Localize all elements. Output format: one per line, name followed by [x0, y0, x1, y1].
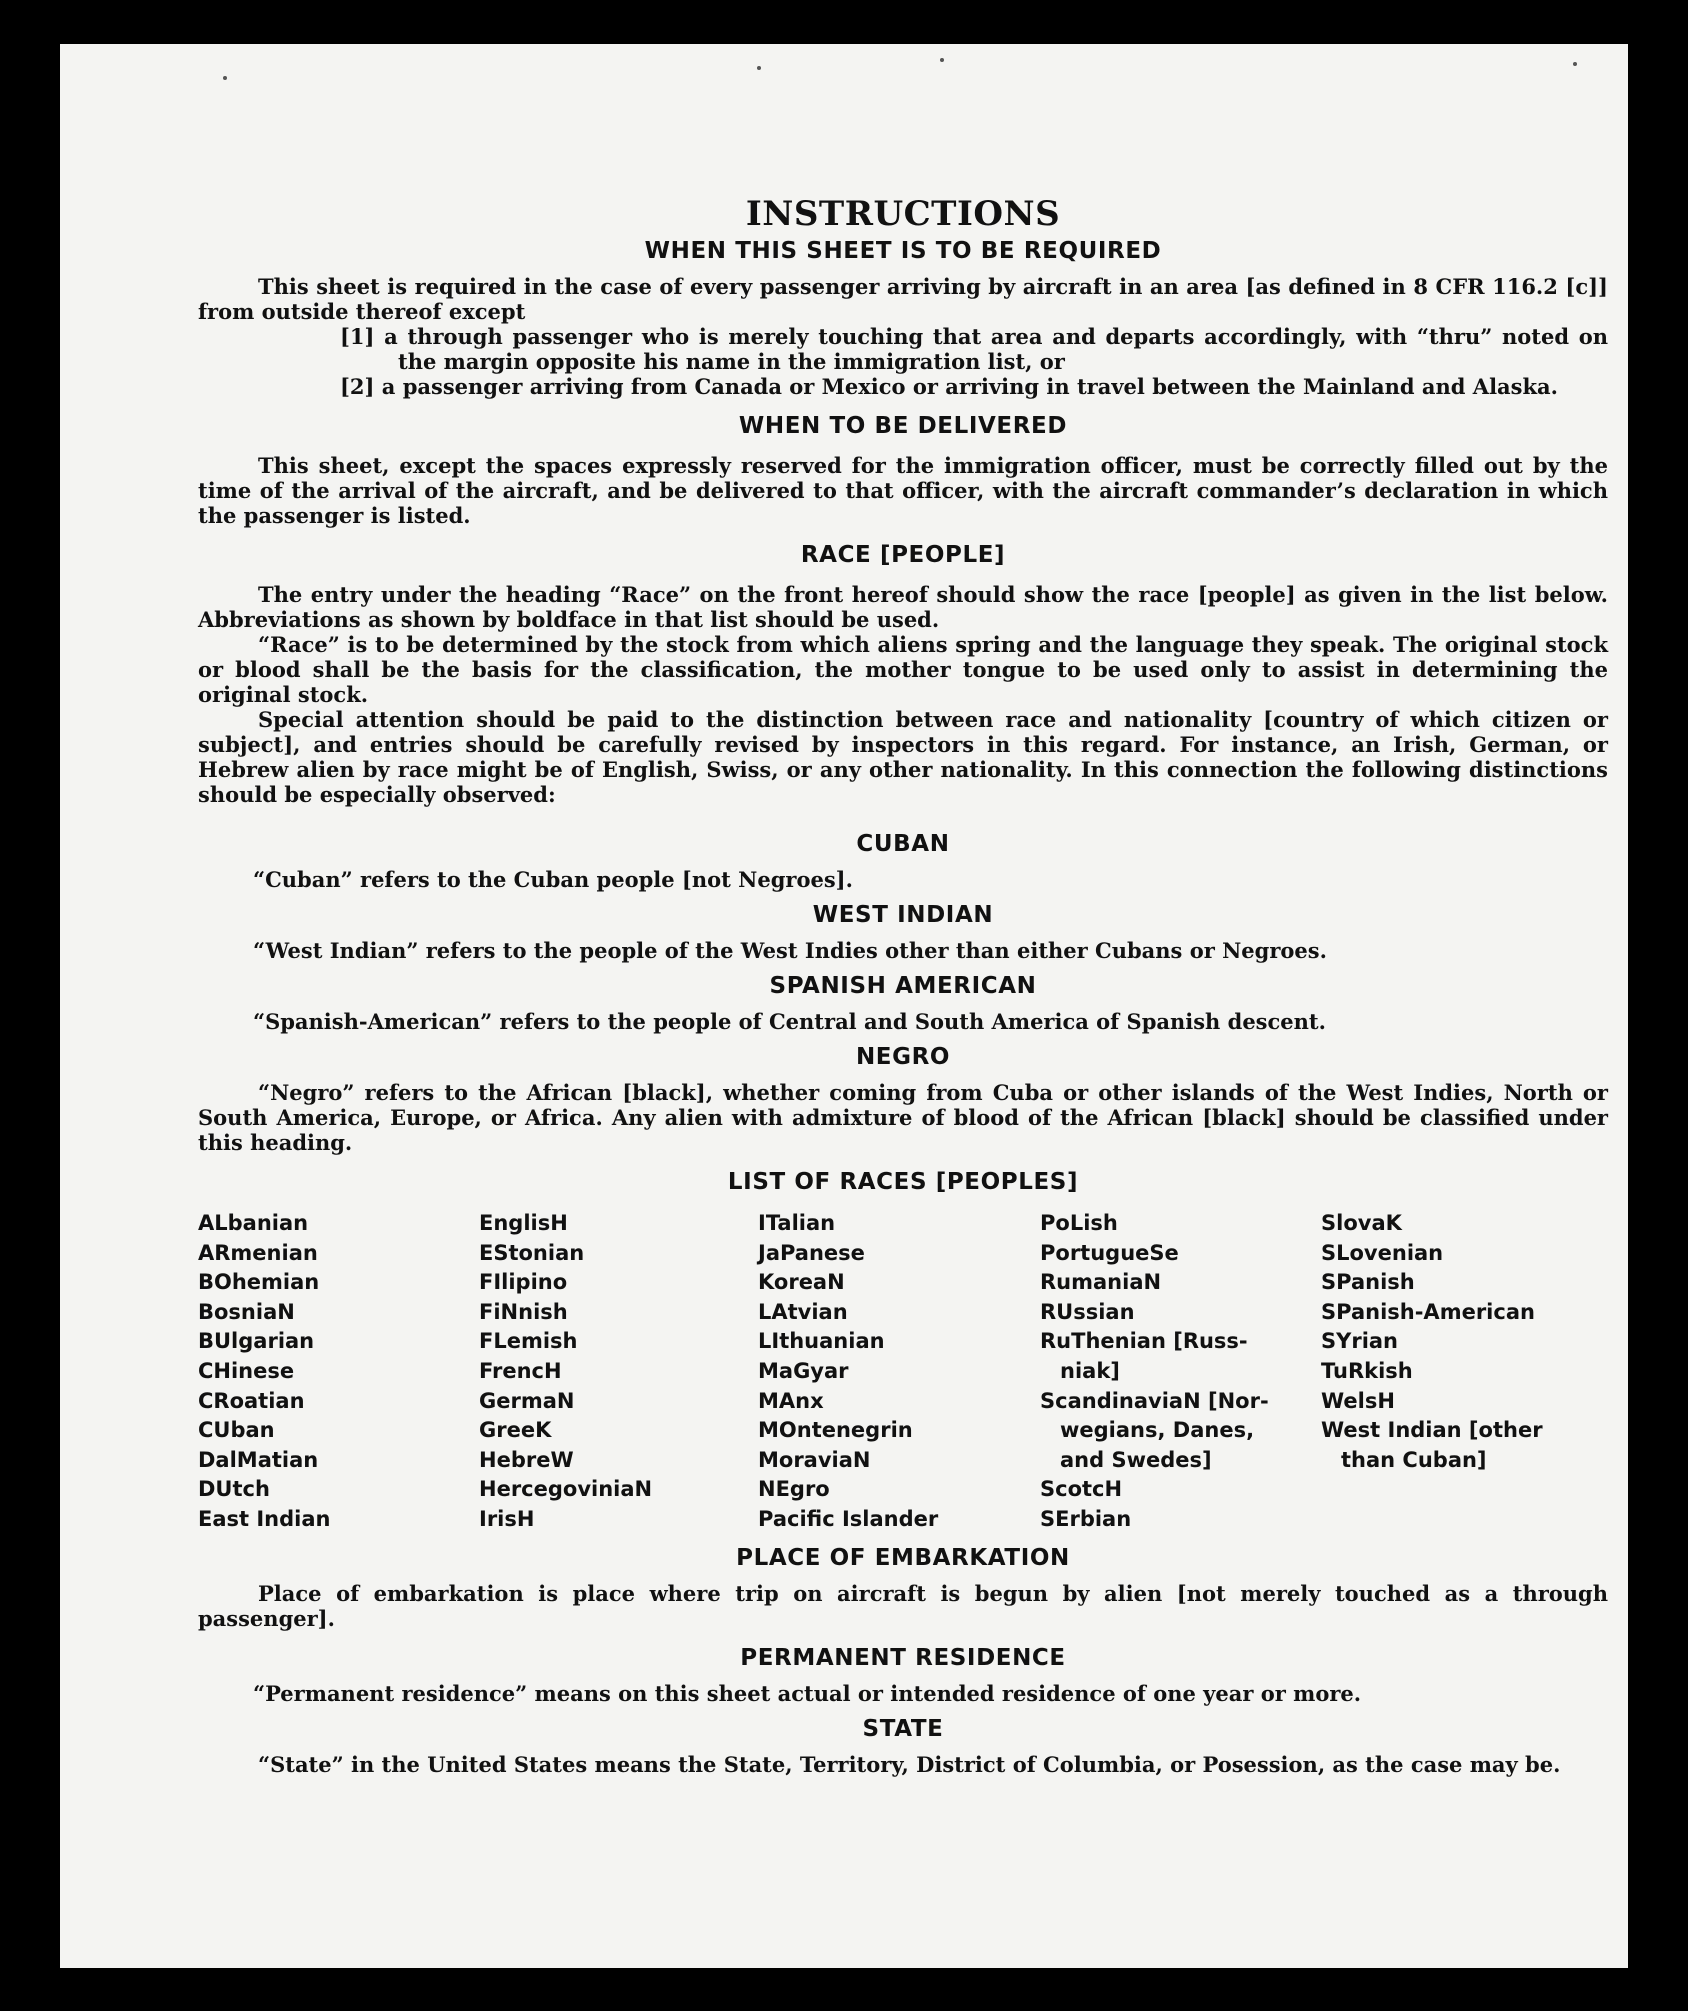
race-entry: DalMatian: [198, 1447, 319, 1472]
when-delivered-text: This sheet, except the spaces expressly reserved for the immigration officer, must be correctly filled out by the time of the arrival of the aircraft, and be delivered to that officer, with the aircraft commander’s declaration in which the passenger is listed.: [198, 453, 1608, 528]
race-entry: LIthuanian: [758, 1329, 885, 1354]
heading-embarkation: PLACE OF EMBARKATION: [736, 1544, 1070, 1571]
race-entry: FIlipino: [479, 1270, 568, 1295]
race-entry: PortugueSe: [1040, 1240, 1179, 1265]
race-paragraph-3: Special attention should be paid to the distinction between race and nationality [country of which citizen or subject], and entries should be carefully revised by inspectors in this regard. For instance, an Irish, German, or Hebrew alien by race might be of English, Swiss, or any other nationality. In this connection the following distinctions should be especially observed:: [198, 707, 1608, 807]
heading-cuban: CUBAN: [856, 831, 950, 857]
race-entry: MOntenegrin: [758, 1418, 913, 1443]
race-entry: HercegoviniaN: [479, 1477, 653, 1502]
race-entry: BosniaN: [198, 1299, 295, 1324]
race-entry: TuRkish: [1321, 1358, 1413, 1383]
race-entry-continued: and Swedes]: [1060, 1447, 1212, 1472]
race-entry: ITalian: [758, 1211, 836, 1235]
race-entry: BOhemian: [198, 1270, 320, 1295]
race-entry: East Indian: [198, 1506, 331, 1531]
speck: [1573, 62, 1577, 66]
permanent-residence-text: “Permanent residence” means on this sheet actual or intended residence of one year or more.: [253, 1680, 1362, 1706]
race-entry: SPanish-American: [1321, 1299, 1535, 1324]
race-entry: RuThenian [Russ-: [1040, 1329, 1248, 1354]
race-entry: MaGyar: [758, 1358, 849, 1383]
races-column-5: [1321, 1209, 1608, 1535]
race-entry: SYrian: [1321, 1329, 1399, 1354]
race-paragraph-1: The entry under the heading “Race” on the front hereof should show the race [people] as given in the list below. Abbreviations as shown by boldface in that list should be used.: [198, 582, 1608, 632]
race-entry: HebreW: [479, 1447, 574, 1472]
race-entry: DUtch: [198, 1477, 270, 1502]
heading-permanent-residence: PERMANENT RESIDENCE: [740, 1644, 1066, 1671]
race-entry: NEgro: [758, 1477, 830, 1502]
negro-text: “Negro” refers to the African [black], whether coming from Cuba or other islands of the West Indies, North or South America, Europe, or Africa. Any alien with admixture of blood of the African [black] should be classified under this heading.: [198, 1080, 1608, 1155]
race-entry: SErbian: [1040, 1506, 1132, 1531]
race-entry: ALbanian: [198, 1211, 309, 1235]
heading-when-required: WHEN THIS SHEET IS TO BE REQUIRED: [644, 238, 1162, 264]
race-entry-continued: than Cuban]: [1341, 1447, 1487, 1472]
race-entry: SlovaK: [1321, 1211, 1402, 1235]
race-entry-continued: wegians, Danes,: [1060, 1418, 1255, 1443]
state-text: “State” in the United States means the State, Territory, District of Columbia, or Posession, as the case may be.: [258, 1751, 1561, 1777]
cuban-text: “Cuban” refers to the Cuban people [not Negroes].: [253, 867, 853, 892]
heading-race: RACE [PEOPLE]: [800, 542, 1006, 568]
race-entry: ScandinaviaN [Nor-: [1040, 1388, 1269, 1413]
race-entry: Pacific Islander: [758, 1506, 939, 1531]
race-paragraph-2: “Race” is to be determined by the stock from which aliens spring and the language they speak. The original stock or blood shall be the basis for the classification, the mother tongue to be used only to assist in determining the original stock.: [198, 632, 1608, 707]
race-entry: GreeK: [479, 1418, 552, 1443]
race-entry: CHinese: [198, 1358, 295, 1383]
race-entry: IrisH: [479, 1506, 535, 1531]
races-list: [198, 1209, 1608, 1535]
instructions-content: [198, 194, 1608, 1777]
page-title: INSTRUCTIONS: [745, 194, 1061, 234]
race-entry: BUlgarian: [198, 1329, 315, 1354]
race-entry-continued: niak]: [1060, 1358, 1120, 1383]
race-entry: RumaniaN: [1040, 1270, 1162, 1295]
race-entry: KoreaN: [758, 1270, 845, 1295]
heading-state: STATE: [862, 1715, 944, 1742]
races-column-3: [758, 1209, 1040, 1535]
race-entry: MAnx: [758, 1388, 824, 1413]
race-entry: FiNnish: [479, 1299, 568, 1324]
races-column-2: [479, 1209, 758, 1535]
speck: [757, 66, 761, 70]
race-entry: FrencH: [479, 1358, 562, 1383]
when-required-intro: This sheet is required in the case of every passenger arriving by aircraft in an area [as defined in 8 CFR 116.2 [c]] from outside thereof except: [198, 274, 1608, 324]
race-entry: MoraviaN: [758, 1447, 871, 1472]
spanish-american-text: “Spanish-American” refers to the people of Central and South America of Spanish descent.: [253, 1009, 1326, 1034]
document-sheet: [60, 44, 1628, 1968]
embarkation-text: Place of embarkation is place where trip on aircraft is begun by alien [not merely touched as a through passenger].: [198, 1580, 1608, 1631]
race-entry: LAtvian: [758, 1299, 848, 1324]
when-required-item-2: [2] a passenger arriving from Canada or Mexico or arriving in travel between the Mainland and Alaska.: [340, 374, 1558, 399]
race-entry: ScotcH: [1040, 1477, 1123, 1502]
race-entry: ARmenian: [198, 1240, 318, 1265]
race-entry: West Indian [other: [1321, 1418, 1543, 1443]
race-entry: SLovenian: [1321, 1240, 1444, 1265]
race-entry: CUban: [198, 1418, 275, 1443]
race-entry: EnglisH: [479, 1211, 568, 1235]
race-entry: FLemish: [479, 1329, 578, 1354]
heading-west-indian: WEST INDIAN: [812, 902, 994, 928]
when-required-item-1: [1] a through passenger who is merely touching that area and departs accordingly, with “thru” noted on the margin opposite his name in the immigration list, or: [340, 324, 1608, 374]
races-column-1: [198, 1209, 479, 1535]
speck: [940, 58, 944, 62]
race-entry: GermaN: [479, 1388, 575, 1413]
race-entry: PoLish: [1040, 1211, 1118, 1235]
race-entry: JaPanese: [758, 1240, 865, 1265]
races-column-4: [1040, 1209, 1321, 1535]
heading-when-delivered: WHEN TO BE DELIVERED: [738, 413, 1068, 439]
speck: [223, 76, 227, 80]
race-entry: WelsH: [1321, 1388, 1395, 1413]
race-entry: EStonian: [479, 1240, 585, 1265]
heading-spanish-american: SPANISH AMERICAN: [769, 973, 1037, 999]
race-entry: RUssian: [1040, 1299, 1135, 1324]
race-entry: CRoatian: [198, 1388, 305, 1413]
race-entry: SPanish: [1321, 1270, 1415, 1295]
heading-negro: NEGRO: [855, 1044, 951, 1070]
heading-races-list: LIST OF RACES [PEOPLES]: [727, 1169, 1079, 1195]
west-indian-text: “West Indian” refers to the people of the West Indies other than either Cubans or Negroes.: [253, 938, 1327, 963]
